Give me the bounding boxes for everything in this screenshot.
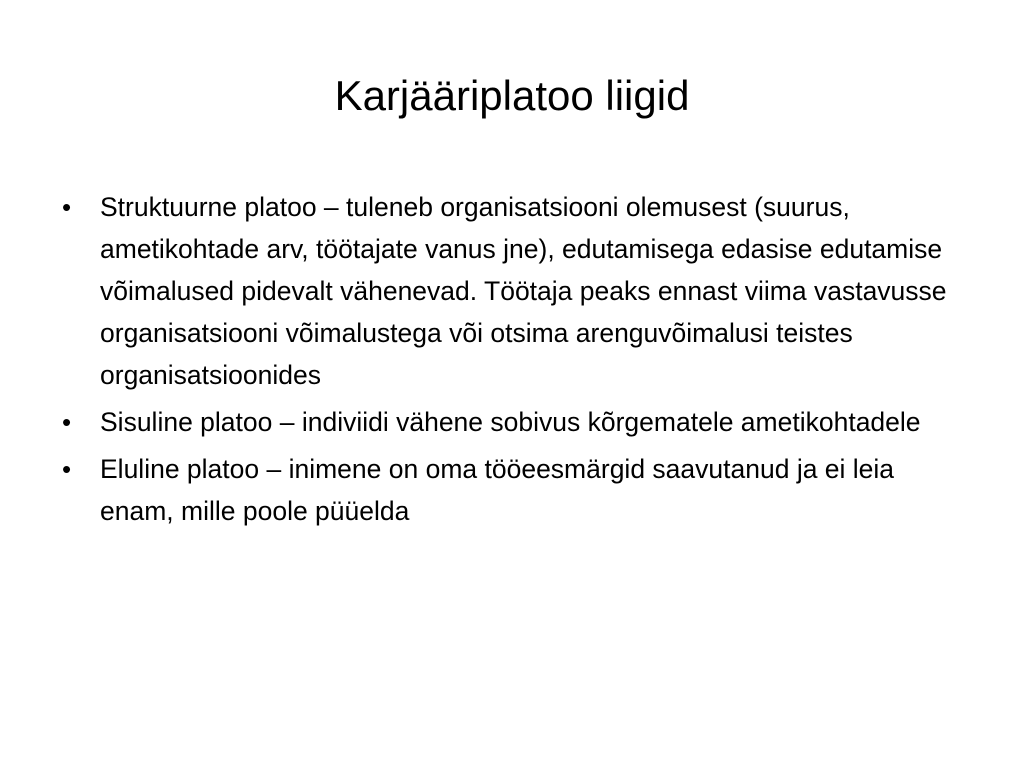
list-item (60, 401, 965, 443)
bullet-text: Eluline platoo – inimene on oma tööeesmärgid saavutanud ja ei leia enam, mille poole püüelda (100, 454, 895, 526)
bullet-icon: • (62, 454, 72, 484)
bullet-icon: • (62, 407, 72, 437)
slide-title: Karjääriplatoo liigid (334, 72, 690, 119)
bullet-text: Sisuline platoo – indiviidi vähene sobivus kõrgematele ametikohtadele (100, 407, 921, 437)
bullet-icon: • (62, 192, 72, 222)
list-item (60, 448, 965, 532)
bullet-list (60, 186, 965, 537)
list-item (60, 186, 965, 396)
bullet-text: Struktuurne platoo – tuleneb organisatsiooni olemusest (suurus, ametikohtade arv, töötajate vanus jne), edutamisega edasise edutamise võimalused pidevalt vähenevad. Töötaja peaks ennast viima vastavusse organisatsiooni võimalustega või otsima arenguvõimalusi teistes organisatsioonides (100, 192, 947, 390)
